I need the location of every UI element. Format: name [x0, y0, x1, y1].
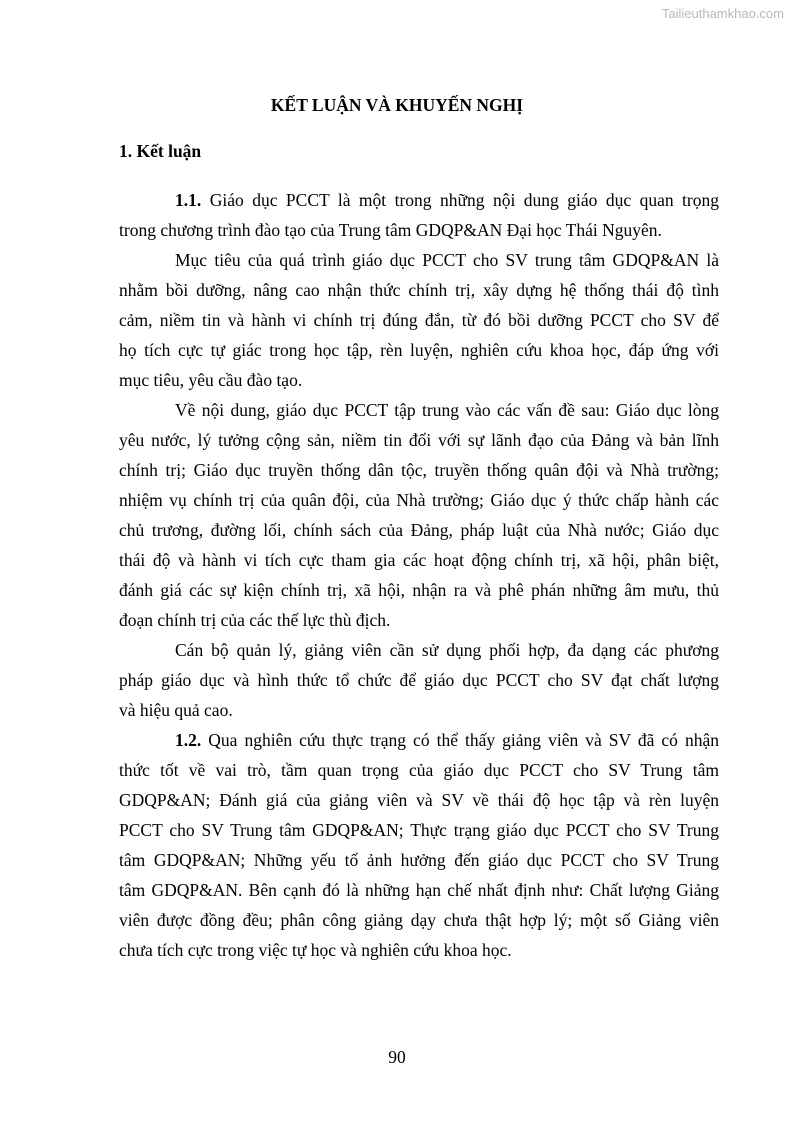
paragraph-number: 1.1. [175, 190, 202, 210]
line-text: trong chương trình đào tạo của Trung tâm GDQP&AN Đại học Thái Nguyên. [119, 220, 662, 240]
line-text: yêu nước, lý tưởng cộng sản, niềm tin đối với sự lãnh đạo của Đảng và bản lĩnh [119, 430, 719, 450]
text-line [119, 217, 719, 247]
line-text: tâm GDQP&AN; Những yếu tố ảnh hưởng đến giáo dục PCCT cho SV Trung [119, 850, 719, 870]
line-text: thái độ và hành vi tích cực tham gia các hoạt động chính trị, xã hội, phân biệt, [119, 550, 719, 570]
text-line [119, 187, 719, 217]
line-text: tâm GDQP&AN. Bên cạnh đó là những hạn chế nhất định như: Chất lượng Giảng [119, 880, 719, 900]
watermark: Tailieuthamkhao.com [661, 6, 784, 21]
line-text: cảm, niềm tin và hành vi chính trị đúng đắn, từ đó bồi dưỡng PCCT cho SV để [119, 310, 719, 330]
text-line [119, 457, 719, 487]
document-body [119, 187, 719, 967]
line-text: Giáo dục PCCT là một trong những nội dung giáo dục quan trọng [209, 190, 720, 210]
line-text: Về nội dung, giáo dục PCCT tập trung vào các vấn đề sau: Giáo dục lòng [175, 400, 719, 420]
text-line [119, 337, 719, 367]
line-text: pháp giáo dục và hình thức tổ chức để giáo dục PCCT cho SV đạt chất lượng [119, 670, 719, 690]
text-line [119, 247, 719, 277]
paragraph [119, 187, 719, 247]
text-line [119, 637, 719, 667]
text-line [119, 937, 719, 967]
line-text: đánh giá các sự kiện chính trị, xã hội, nhận ra và phê phán những âm mưu, thủ [119, 580, 719, 600]
text-line [119, 487, 719, 517]
text-line [119, 397, 719, 427]
text-line [119, 367, 719, 397]
paragraph [119, 247, 719, 397]
text-line [119, 577, 719, 607]
page-number: 90 [388, 1047, 406, 1067]
text-line [119, 877, 719, 907]
line-text: PCCT cho SV Trung tâm GDQP&AN; Thực trạng giáo dục PCCT cho SV Trung [119, 820, 719, 840]
line-text: họ tích cực tự giác trong học tập, rèn luyện, nghiên cứu khoa học, đáp ứng với [119, 340, 719, 360]
text-line [119, 787, 719, 817]
text-line [119, 427, 719, 457]
line-text: GDQP&AN; Đánh giá của giảng viên và SV về thái độ học tập và rèn luyện [119, 790, 719, 810]
line-text: chưa tích cực trong việc tự học và nghiên cứu khoa học. [119, 940, 512, 960]
text-line [119, 907, 719, 937]
line-text: Cán bộ quản lý, giảng viên cần sử dụng phối hợp, đa dạng các phương [175, 640, 719, 660]
section-heading: 1. Kết luận [119, 141, 202, 161]
line-text: và hiệu quả cao. [119, 700, 233, 720]
paragraph [119, 397, 719, 637]
text-line [119, 847, 719, 877]
paragraph [119, 637, 719, 727]
line-text: nhiệm vụ chính trị của quân đội, của Nhà trường; Giáo dục ý thức chấp hành các [119, 490, 719, 510]
line-text: chính trị; Giáo dục truyền thống dân tộc, truyền thống quân đội và Nhà trường; [119, 460, 719, 480]
text-line [119, 667, 719, 697]
line-text: Mục tiêu của quá trình giáo dục PCCT cho SV trung tâm GDQP&AN là [175, 250, 719, 270]
page-title: KẾT LUẬN VÀ KHUYẾN NGHỊ [270, 95, 524, 115]
text-line [119, 607, 719, 637]
line-text: viên được đồng đều; phân công giảng dạy chưa thật hợp lý; một số Giảng viên [119, 910, 719, 930]
line-text: mục tiêu, yêu cầu đào tạo. [119, 370, 303, 390]
paragraph-number: 1.2. [175, 730, 202, 750]
text-line [119, 697, 719, 727]
text-line [119, 727, 719, 757]
line-text: Qua nghiên cứu thực trạng có thể thấy giảng viên và SV đã có nhận [208, 730, 719, 750]
line-text: đoạn chính trị của các thế lực thù địch. [119, 610, 391, 630]
text-line [119, 517, 719, 547]
paragraph [119, 727, 719, 967]
text-line [119, 307, 719, 337]
text-line [119, 817, 719, 847]
line-text: nhằm bồi dưỡng, nâng cao nhận thức chính trị, xây dựng hệ thống thái độ tình [119, 280, 719, 300]
text-line [119, 277, 719, 307]
text-line [119, 547, 719, 577]
text-line [119, 757, 719, 787]
line-text: thức tốt về vai trò, tầm quan trọng của giáo dục PCCT cho SV Trung tâm [119, 760, 719, 780]
line-text: chủ trương, đường lối, chính sách của Đảng, pháp luật của Nhà nước; Giáo dục [119, 520, 719, 540]
